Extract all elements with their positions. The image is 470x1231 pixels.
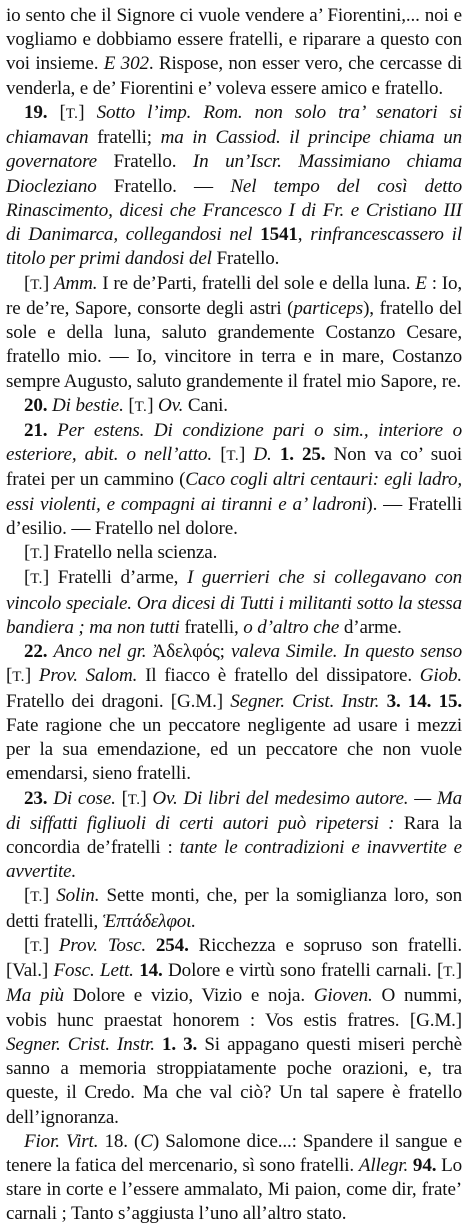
- small-caps-abbrev: T.: [127, 791, 141, 808]
- text-run: Dolore e vizio, Vizio e noja.: [63, 985, 314, 1007]
- text-run: [: [115, 787, 128, 809]
- small-caps-abbrev: T.: [30, 276, 43, 293]
- text-run: O nummi, vobis hunc praestat honorem : Vos estis fratres. [G.M.]: [6, 985, 462, 1031]
- text-run: ]: [147, 394, 159, 416]
- bold-number: 1541: [252, 224, 298, 246]
- text-run: d’arme.: [339, 616, 402, 638]
- italic-run: Ov. Di libri del medesimo autore. — Ma di siffatti figliuoli di certi autori può ripetersi :: [6, 787, 462, 834]
- text-run: Fate ragione che un peccatore negligente ad usare i mezzi per la sua emendazione, ed un peccatore che non vuole emendarsi, sieno fratelli.: [6, 714, 462, 785]
- text-run: ]: [42, 885, 57, 907]
- text-run: 18. (: [98, 1130, 141, 1152]
- text-run: fratelli;: [88, 127, 161, 149]
- bold-number: 254.: [155, 934, 189, 956]
- entry-paragraph: [6, 419, 462, 541]
- text-run: Cani.: [183, 394, 228, 416]
- italic-run: ma in Cassiod. il principe chiama un governatore: [6, 127, 462, 173]
- entry-paragraph: [6, 101, 462, 272]
- italic-run: Di bestie.: [52, 394, 124, 416]
- italic-run: Di cose.: [53, 787, 116, 809]
- small-caps-abbrev: T.: [30, 546, 43, 563]
- bold-number: 1. 25.: [279, 444, 326, 466]
- italic-run: Fosc. Lett.: [53, 960, 134, 982]
- italic-run: Sotto l’imp. Rom. non solo tra’ senatori si chiamavan: [6, 101, 462, 149]
- text-run: ]: [78, 101, 97, 123]
- text-run: ), fratello del sole e della luna, saluto grandemente Costanzo Cesare, fratello mio. — Io, vincitore in terra e in mare, Costanzo sempre Augusto, saluto grandemente il fratel mio Sapore, re.: [6, 297, 462, 392]
- small-caps-abbrev: T.: [30, 938, 43, 955]
- text-run: Fratello.: [211, 248, 280, 270]
- text-run: Si appagano questi miseri perchè sanno a memoria stroppiatamente poche orazioni, e, tra queste, il Credo. Ma che val ciò? Un tal sapere è fratello dell’ignoranza.: [6, 1033, 462, 1128]
- text-run: [47, 420, 57, 441]
- text-run: [: [24, 542, 31, 564]
- text-run: ). — Fratelli d’esilio. — Fratello nel dolore.: [6, 493, 462, 539]
- text-run: ]: [140, 787, 153, 809]
- text-run: Lo stare in corte e l’essere ammalato, Mi paion, come dir, frate’ carnali ; Tanto s’aggiusta l’uno all’altro stato.: [6, 1155, 463, 1225]
- italic-run: Amm.: [53, 272, 98, 294]
- italic-run: E: [415, 272, 427, 294]
- bold-number: 21.: [24, 419, 48, 441]
- text-run: [: [24, 885, 31, 907]
- italic-run: C: [140, 1130, 153, 1152]
- italic-run: Allegr.: [358, 1155, 409, 1177]
- bold-number: 3. 14. 15.: [386, 690, 463, 712]
- bold-number: 19.: [24, 101, 48, 123]
- text-run: ] Fratelli d’arme,: [42, 567, 188, 589]
- italic-run: Prov. Salom.: [38, 665, 138, 687]
- italic-run: Caco cogli altri centauri: egli ladro, essi violenti, e compagni ai tiranni e a’ ladroni: [6, 469, 462, 515]
- text-run: [: [24, 272, 31, 294]
- text-run: Fratello. —: [96, 175, 231, 197]
- text-run: [379, 691, 386, 712]
- text-run: Fratello.: [96, 151, 193, 173]
- italic-run: valeva Simile. In questo senso: [230, 641, 462, 663]
- text-run: ] Fratello nella scienza.: [42, 542, 218, 564]
- text-run: ]: [42, 934, 59, 956]
- entry-paragraph: [6, 640, 462, 786]
- small-caps-abbrev: T.: [134, 398, 148, 415]
- text-run: [272, 444, 280, 465]
- italic-run: Gioven.: [313, 985, 373, 1007]
- text-run: ]: [24, 665, 39, 687]
- italic-run: tante le contradizioni e inavvertite e avvertite.: [6, 836, 462, 883]
- italic-run: D.: [253, 444, 272, 466]
- text-run: Ricchezza e sopruso son fratelli. [Val.]: [6, 934, 462, 982]
- italic-run: Nel tempo del così detto Rinascimento, dicesi che Francesco I di Fr. e Cristiano III di Danimarca, collegandosi nel: [6, 175, 462, 246]
- italic-run: Fior. Virt.: [24, 1130, 99, 1152]
- entry-paragraph: [6, 884, 462, 933]
- entry-paragraph: [6, 394, 462, 419]
- text-run: ,: [297, 224, 311, 246]
- bold-number: 20.: [24, 394, 48, 416]
- small-caps-abbrev: T.: [30, 571, 43, 588]
- entry-paragraph: [6, 934, 462, 1130]
- italic-run: E 302: [103, 53, 149, 75]
- text-run: io sento che il Signore ci vuole vendere a’ Fiorentini,... noi e vogliamo e dobbiamo essere fratelli, e riparare a questo con voi insieme.: [6, 5, 462, 75]
- italic-run: I guerrieri che si collegavano con vincolo speciale. Ora dicesi di Tutti i militanti sotto la stessa bandiera ; ma non tutti: [6, 567, 462, 638]
- small-caps-abbrev: T.: [30, 889, 43, 906]
- bold-number: 14.: [139, 960, 163, 982]
- text-run: Fratello dei dragoni. [G.M.]: [6, 690, 231, 712]
- text-run: [155, 1034, 162, 1055]
- italic-run: Ov.: [158, 394, 184, 416]
- text-run: : Io, re de’re, Sapore, consorte degli astri (: [6, 272, 462, 319]
- text-run: ]: [455, 960, 463, 982]
- text-run: fratelli,: [179, 616, 244, 638]
- text-run: [: [47, 101, 66, 123]
- text-run: Rara la concordia de’fratelli :: [6, 812, 463, 858]
- small-caps-abbrev: T.: [226, 448, 240, 465]
- italic-run: Ma più: [6, 985, 64, 1007]
- text-run: [: [24, 934, 31, 956]
- text-run: Non va co’ suoi fratei per un cammino (: [6, 444, 462, 491]
- text-run: Sette monti, che, per la somiglianza loro, son detti fratelli,: [6, 885, 462, 932]
- text-run: ) Salomone dice...: Spandere il sangue e tenere la fatica del mercenario, sì sono fratelli.: [6, 1130, 462, 1177]
- italic-run: rinfrancescassero il titolo per primi dandosi del: [6, 224, 462, 270]
- text-run: ]: [42, 272, 54, 294]
- small-caps-abbrev: T.: [443, 964, 456, 981]
- italic-run: Anco nel gr.: [53, 641, 147, 663]
- text-run: Il fiacco è fratello del dissipatore.: [137, 665, 420, 687]
- entry-paragraph: [6, 4, 462, 101]
- entry-paragraph: [6, 787, 462, 885]
- bold-number: 22.: [24, 641, 48, 663]
- text-run: Dolore e virtù sono fratelli carnali. [: [162, 960, 444, 982]
- text-run: Ἀδελφός;: [146, 641, 231, 663]
- italic-run: o d’altro che: [243, 616, 340, 638]
- italic-run: Segner. Crist. Instr.: [6, 1033, 155, 1055]
- bold-number: 94.: [412, 1155, 437, 1177]
- small-caps-abbrev: T.: [65, 105, 79, 122]
- text-run: [: [6, 665, 13, 687]
- text-run: [146, 935, 156, 956]
- italic-run: Solin.: [56, 885, 100, 907]
- entry-paragraph: [6, 541, 462, 566]
- entry-paragraph: [6, 272, 462, 394]
- italic-run: particeps: [293, 297, 364, 319]
- text-run: [: [24, 567, 31, 589]
- text-run: [: [123, 394, 135, 416]
- text-run: ]: [239, 444, 254, 466]
- italic-run: Segner. Crist. Instr.: [230, 690, 380, 712]
- italic-run: Per estens. Di condizione pari o sim., interiore o esteriore, abit. o nell’atto.: [6, 419, 462, 466]
- italic-run: Prov. Tosc.: [58, 934, 147, 956]
- text-run: I re de’Parti, fratelli del sole e della luna.: [97, 272, 416, 294]
- entry-paragraph: [6, 566, 462, 640]
- text-run: [: [212, 444, 227, 466]
- entry-paragraph: [6, 1130, 462, 1227]
- italic-run: In un’Iscr. Massimiano chiama Diocleziano: [6, 151, 462, 197]
- small-caps-abbrev: T.: [12, 669, 25, 686]
- bold-number: 1. 3.: [161, 1033, 198, 1055]
- text-run: . Rispose, non esser vero, che cercasse di venderla, e de’ Fiorentini e’ voleva essere amico e fratello.: [6, 53, 462, 99]
- italic-run: Giob.: [419, 665, 462, 687]
- bold-number: 23.: [24, 787, 48, 809]
- italic-run: Ἑπτάδελφοι.: [102, 910, 196, 932]
